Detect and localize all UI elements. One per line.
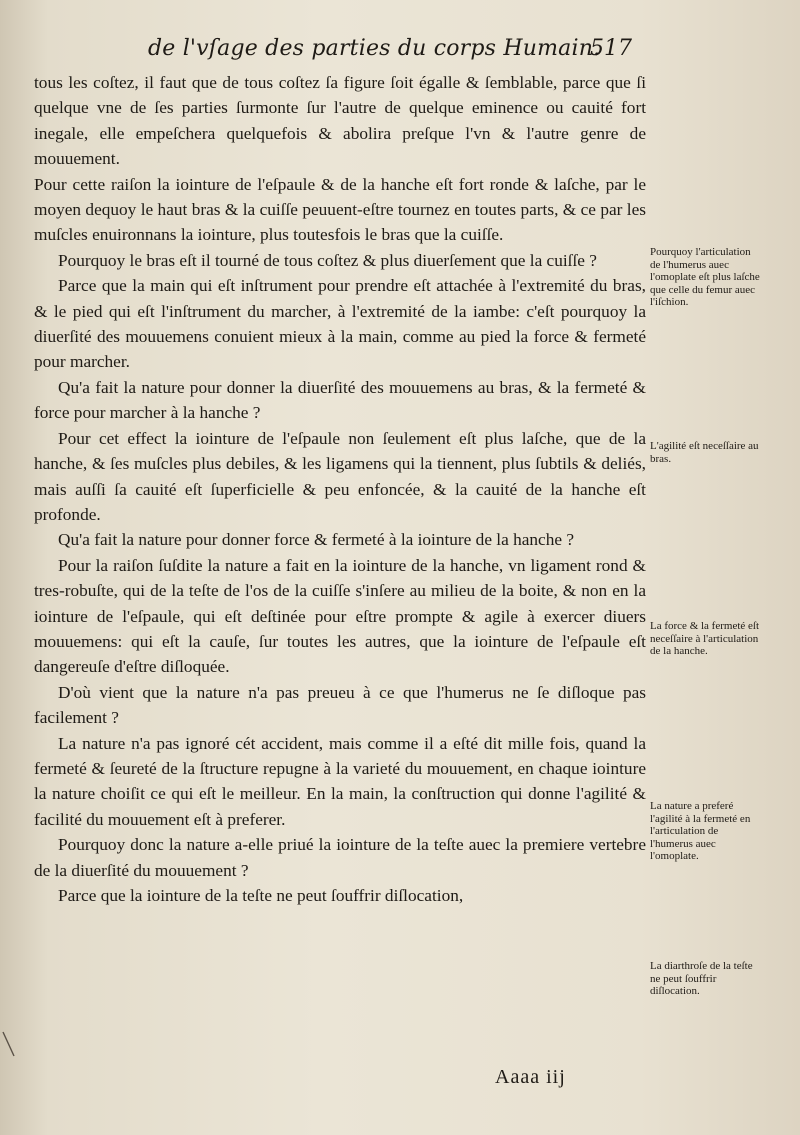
margin-note: La diarthroſe de la teſte ne peut ſouffrir diſlocation. bbox=[650, 960, 753, 998]
margin-note: La force & la fermeté eſt neceſſaire à l'articulation de la hanche. bbox=[650, 620, 760, 658]
paragraph: tous les coſtez, il faut que de tous coſtez ſa figure ſoit égalle & ſemblable, parce que ſi quelque vne de ſes parties ſurmonte ſur l'autre de quelque eminence ou cauité fort inegale, elle empeſchera quelquefois & abolira preſque l'vn & l'autre genre de mouuement. bbox=[34, 73, 646, 169]
question: Pourquoy le bras eſt il tourné de tous coſtez & plus diuerſement que la cuiſſe ? bbox=[58, 250, 597, 270]
page-number: 517 bbox=[590, 36, 632, 61]
signature-mark: Aaaa iij bbox=[495, 1066, 566, 1088]
running-title: de l'vſage des parties du corps Humain. bbox=[148, 36, 601, 61]
question: Pourquoy donc la nature a-elle priué la iointure de la teſte auec la premiere vertebre de la diuerſité du mouuement ? bbox=[34, 835, 646, 880]
paragraph: Pour cette raiſon la iointure de l'eſpaule & de la hanche eſt fort ronde & laſche, par le moyen dequoy le haut bras & la cuiſſe peuuent-eſtre tournez en toutes parts, & ce par les muſcles enuironnans la iointure, plus toutesfois le bras que la cuiſſe. bbox=[34, 174, 646, 245]
paragraph: Pour la raiſon ſuſdite la nature a fait en la iointure de la hanche, vn ligament rond & tres-robuſte, qui de la teſte de l'os de la cuiſſe s'inſere au milieu de la boite, & non en la iointure de l'eſpaule, qui eſt deſtinée pour eſtre prompte & agile à exercer diuers mouuemens: qui eſt la cauſe, ſur toutes les autres, que la iointure de l'eſpaule eſt dangereuſe d'eſtre diſloquée. bbox=[34, 555, 646, 677]
margin-note: Pourquoy l'articulation de l'humerus auec l'omoplate eſt plus laſche que celle du femur auec l'iſchion. bbox=[650, 246, 760, 309]
margin-note: La nature a preferé l'agilité à la fermeté en l'articulation de l'humerus auec l'omoplate. bbox=[650, 800, 751, 863]
question: Qu'a fait la nature pour donner force & fermeté à la iointure de la hanche ? bbox=[58, 530, 575, 550]
paragraph: La nature n'a pas ignoré cét accident, mais comme il a eſté dit mille fois, quand la fermeté & ſeureté de la ſtructure repugne à la varieté du mouuement, en chaque iointure la nature choiſit ce qui eſt le meilleur. En la main, la conſtruction qui donne l'agilité & facilité du mouuement eſt à preferer. bbox=[34, 733, 646, 829]
page-edge-mark bbox=[2, 1030, 16, 1058]
question: D'où vient que la nature n'a pas preueu à ce que l'humerus ne ſe diſloque pas facilement ? bbox=[34, 682, 646, 728]
paragraph: Parce que la iointure de la teſte ne peut ſouffrir diſlocation, bbox=[58, 886, 464, 905]
paragraph: Pour cet effect la iointure de l'eſpaule non ſeulement eſt plus laſche, que de la hanche, & ſes muſcles plus debiles, & les ligamens qui la tiennent, plus ſubtils & deliés, mais auſſi ſa cauité eſt ſuperficielle & peu enfoncée, & la cauité de la hanche eſt profonde. bbox=[34, 428, 646, 524]
paragraph: Parce que la main qui eſt inſtrument pour prendre eſt attachée à l'extremité du bras, & le pied qui eſt l'inſtrument du marcher, à l'extremité de la iambe: c'eſt pourquoy la diuerſité des mouuemens conuient mieux à la main, comme au pied la force & fermeté pour marcher. bbox=[34, 276, 646, 372]
page-header bbox=[0, 36, 800, 70]
margin-note: L'agilité eſt neceſſaire au bras. bbox=[650, 440, 759, 465]
question: Qu'a fait la nature pour donner la diuerſité des mouuemens au bras, & la fermeté & force pour marcher à la hanche ? bbox=[34, 377, 646, 423]
main-text-column bbox=[34, 70, 646, 908]
